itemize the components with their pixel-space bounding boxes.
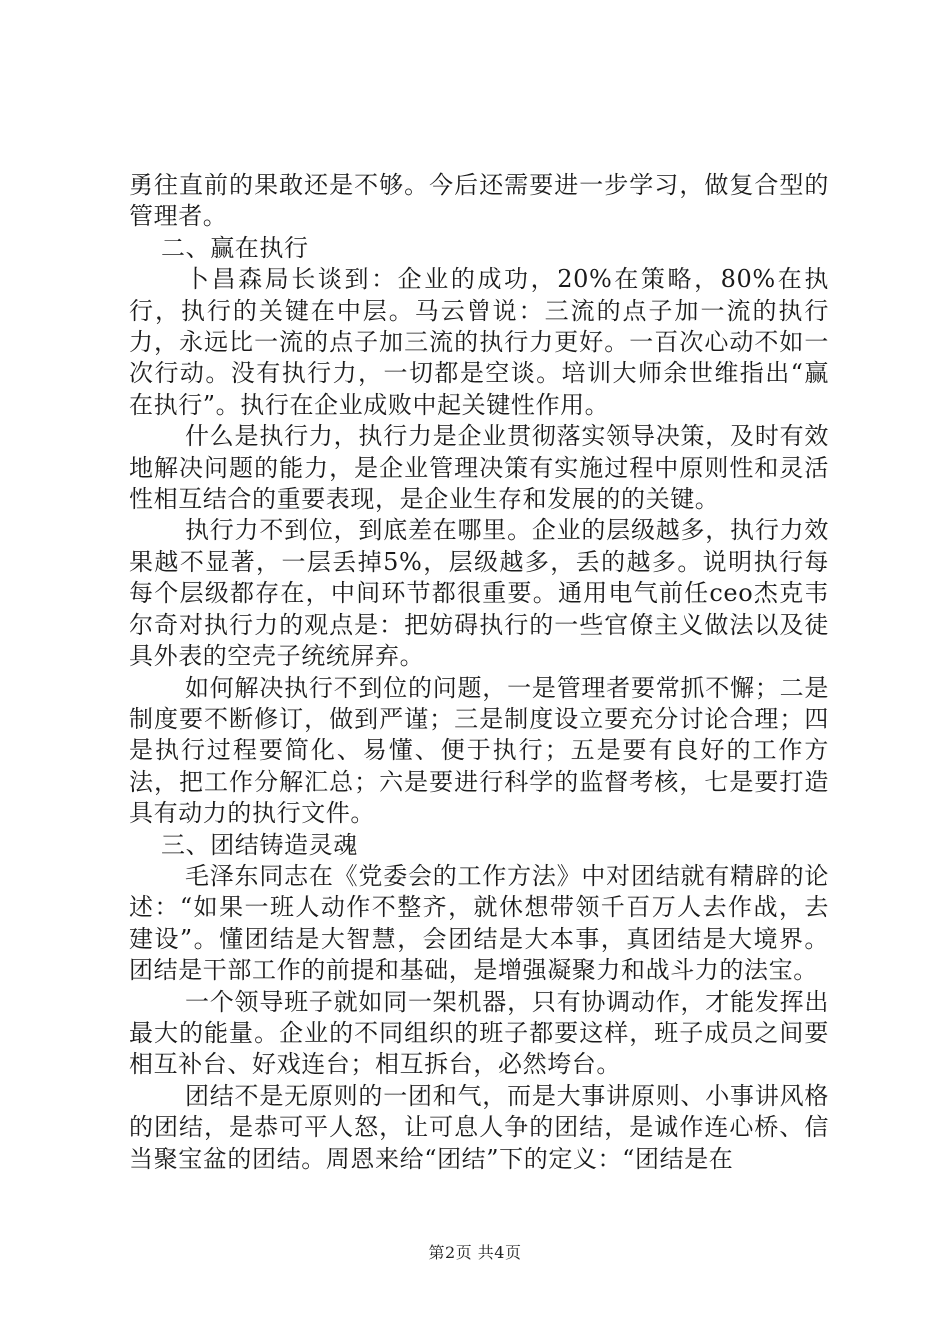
paragraph-unity-mao: 毛泽东同志在《党委会的工作方法》中对团结就有精辟的论述：“如果一班人动作不整齐，就休想带领千百万人去作战，去建设”。懂团结是大智慧，会团结是大本事，真团结是大境界。团结是干部工作的前提和基础，是增强凝聚力和战斗力的法宝。 xyxy=(129,861,829,985)
paragraph-execution-intro: 卜昌森局长谈到：企业的成功，20%在策略，80%在执行，执行的关键在中层。马云曾说：三流的点子加一流的执行力，永远比一流的点子加三流的执行力更好。一百次心动不如一次行动。没有执行力，一切都是空谈。培训大师余世维指出“赢在执行”。执行在企业成败中起关键性作用。 xyxy=(129,265,829,419)
paragraph-unity-machine: 一个领导班子就如同一架机器，只有协调动作，才能发挥出最大的能量。企业的不同组织的班子都要这样，班子成员之间要相互补台、好戏连台；相互拆台，必然垮台。 xyxy=(129,987,829,1079)
paragraph-execution-gap: 执行力不到位，到底差在哪里。企业的层级越多，执行力效果越不显著，一层丢掉5%，层级越多，丢的越多。说明执行每每个层级都存在，中间环节都很重要。通用电气前任ceo杰克韦尔奇对执行力的观点是：把妨碍执行的一些官僚主义做法以及徒具外表的空壳子统统屏弃。 xyxy=(129,516,829,671)
page-number-label: 第2页 共4页 xyxy=(428,1243,522,1262)
paragraph-unity-principle: 团结不是无原则的一团和气，而是大事讲原则、小事讲风格的团结，是恭可平人怒，让可息人争的团结，是诚作连心桥、信当聚宝盆的团结。周恩来给“团结”下的定义：“团结是在 xyxy=(129,1081,829,1173)
section-heading-unity: 三、团结铸造灵魂 xyxy=(161,830,358,859)
paragraph-execution-solutions: 如何解决执行不到位的问题，一是管理者要常抓不懈；二是制度要不断修订，做到严谨；三是制度设立要充分讨论合理；四是执行过程要简化、易懂、便于执行；五是要有良好的工作方法，把工作分解汇总；六是要进行科学的监督考核，七是要打造具有动力的执行文件。 xyxy=(129,673,829,828)
paragraph-execution-definition: 什么是执行力，执行力是企业贯彻落实领导决策，及时有效地解决问题的能力，是企业管理决策有实施过程中原则性和灵活性相互结合的重要表现，是企业生存和发展的的关键。 xyxy=(129,422,829,514)
section-heading-execution: 二、赢在执行 xyxy=(161,233,309,262)
page-footer xyxy=(0,1243,950,1263)
paragraph-continuation: 勇往直前的果敢还是不够。今后还需要进一步学习，做复合型的管理者。 xyxy=(129,171,829,231)
document-body xyxy=(129,170,829,1175)
